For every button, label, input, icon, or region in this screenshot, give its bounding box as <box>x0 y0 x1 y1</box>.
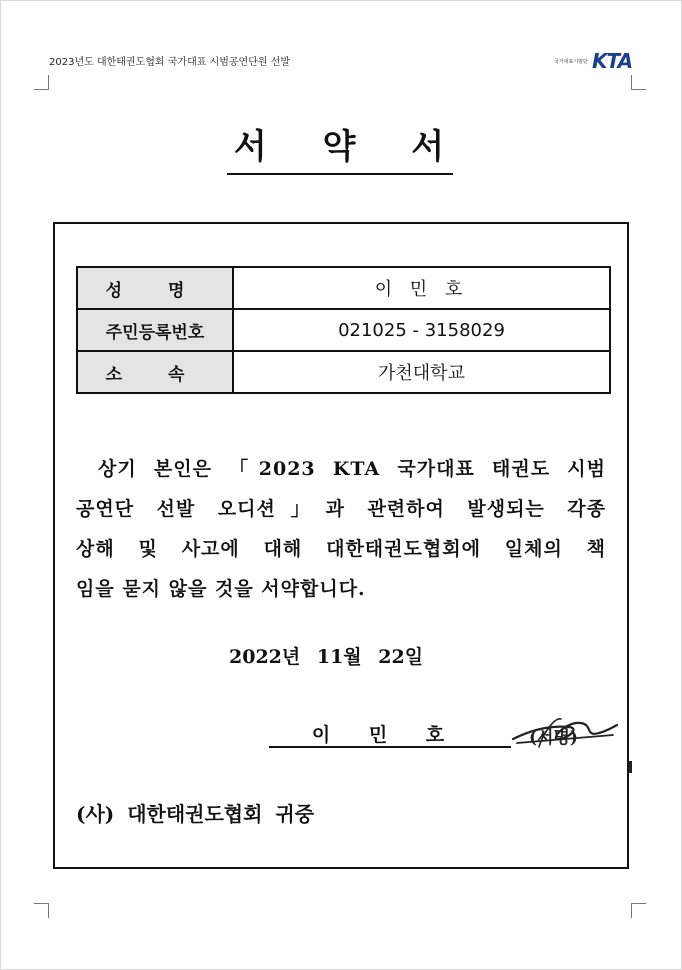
affiliation-value: 가천대학교 <box>233 351 610 393</box>
table-row <box>77 351 610 393</box>
document-header-label: 2023년도 대한태권도협회 국가대표 시범공연단원 선발 <box>49 57 291 68</box>
crop-mark-bottom-right <box>631 903 646 918</box>
pledge-line-3: 상해 및 사고에 대해 대한태권도협회에 일체의 책 <box>76 538 606 560</box>
text-cursor <box>629 761 632 773</box>
personal-info-table <box>76 266 611 394</box>
handwritten-signature-icon <box>509 713 621 753</box>
signature-line <box>269 746 511 748</box>
addressee: (사) 대한태권도협회 귀중 <box>76 802 315 826</box>
pledge-date: 2022년 11월 22일 <box>229 646 424 668</box>
signature-seal-label: (서명) <box>529 728 578 748</box>
affiliation-label: 소 속 <box>77 351 233 393</box>
crop-mark-top-right <box>631 75 646 90</box>
table-row <box>77 309 610 351</box>
pledge-line-4: 임을 묻지 않을 것을 서약합니다. <box>76 578 366 600</box>
pledge-line-2: 공연단 선발 오디션」과 관련하여 발생되는 각종 <box>76 498 606 520</box>
kta-logo <box>554 47 634 77</box>
crop-mark-bottom-left <box>34 903 49 918</box>
crop-mark-top-left <box>34 75 49 90</box>
logo-mark-text: KTA <box>592 49 633 73</box>
name-label: 성 명 <box>77 267 233 309</box>
pledge-line-1: 상기 본인은 「2023 KTA 국가대표 태권도 시범 <box>98 458 606 480</box>
title-underline <box>227 173 453 175</box>
signer-name: 이 민 호 <box>311 724 461 746</box>
resident-number-value: 021025 - 3158029 <box>233 309 610 351</box>
document-title: 서 약 서 <box>233 127 447 167</box>
pledge-body <box>76 449 606 609</box>
table-row <box>77 267 610 309</box>
name-value: 이 민 호 <box>233 267 610 309</box>
logo-small-text: 국가대표시범단 <box>554 59 588 65</box>
resident-number-label: 주민등록번호 <box>77 309 233 351</box>
